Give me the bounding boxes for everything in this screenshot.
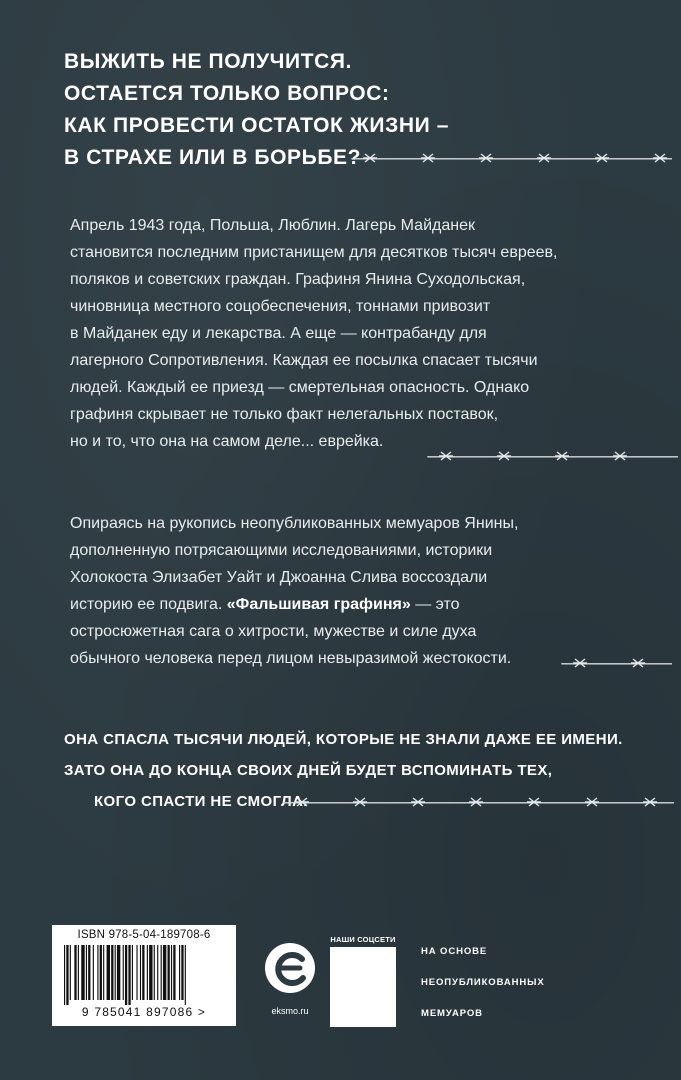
memoir-note-line: НА ОСНОВЕ — [421, 946, 488, 957]
tagline-line-2: ЗАТО ОНА ДО КОНЦА СВОИХ ДНЕЙ БУДЕТ ВСПОМИНАТЬ ТЕХ, — [64, 762, 553, 779]
paragraph-1-line: Апрель 1943 года, Польша, Люблин. Лагерь Майданек — [70, 217, 475, 234]
memoir-note-line: МЕМУАРОВ — [421, 1008, 483, 1019]
paragraph-1-line: чиновница местного соцобеспечения, тоннами привозит — [70, 298, 491, 315]
headline-line-2: ОСТАЕТСЯ ТОЛЬКО ВОПРОС: — [64, 82, 390, 105]
paragraph-1-line: графиня скрывает не только факт нелегальных поставок, — [70, 406, 499, 423]
paragraph-2-line: Холокоста Элизабет Уайт и Джоанна Слива воссоздали — [70, 569, 488, 586]
paragraph-2-line: обычного человека перед лицом невыразимой жестокости. — [70, 650, 512, 667]
paragraph-1-line: в Майданек еду и лекарства. А еще — контрабанду для — [70, 325, 487, 342]
social-label: НАШИ СОЦСЕТИ — [330, 935, 396, 944]
book-title-emphasis: «Фальшивая графиня» — [226, 596, 411, 613]
paragraph-1-line: но и то, что она на самом деле... еврейка. — [70, 433, 384, 450]
publisher-url: eksmo.ru — [271, 1006, 309, 1016]
headline-line-1: ВЫЖИТЬ НЕ ПОЛУЧИТСЯ. — [64, 50, 353, 73]
isbn-text: ISBN 978-5-04-189708-6 — [77, 929, 211, 941]
paragraph-2-text: — это — [410, 596, 460, 613]
paragraph-1-line: поляков и советских граждан. Графиня Янина Суходольская, — [70, 271, 526, 288]
paragraph-2-line: Опираясь на рукопись неопубликованных мемуаров Янины, — [70, 515, 519, 532]
barcode-digits: 9 785041 897086 > — [81, 1005, 207, 1019]
barbed-wire — [284, 798, 674, 806]
barbed-wire — [352, 154, 672, 162]
barbed-wire — [428, 452, 678, 460]
memoir-note-line: НЕОПУБЛИКОВАННЫХ — [421, 977, 545, 988]
paragraph-2-line: дополненную потрясающими исследованиями, историки — [70, 542, 493, 559]
tagline-line-3: КОГО СПАСТИ НЕ СМОГЛА. — [94, 793, 308, 810]
paragraph-2-text: историю ее подвига. — [70, 596, 227, 613]
paragraph-1-line: становится последним пристанищем для десятков тысяч евреев, — [70, 244, 558, 261]
headline-line-4: В СТРАХЕ ИЛИ В БОРЬБЕ? — [64, 146, 362, 169]
paragraph-2-line: остросюжетная сага о хитрости, мужестве и силе духа — [70, 623, 477, 640]
barbed-wire — [562, 659, 672, 667]
tagline-line-1: ОНА СПАСЛА ТЫСЯЧИ ЛЮДЕЙ, КОТОРЫЕ НЕ ЗНАЛИ ДАЖЕ ЕЕ ИМЕНИ. — [64, 731, 623, 748]
headline-line-3: КАК ПРОВЕСТИ ОСТАТОК ЖИЗНИ – — [64, 114, 450, 137]
paragraph-1-line: людей. Каждый ее приезд — смертельная опасность. Однако — [70, 379, 530, 396]
paragraph-1-line: лагерного Сопротивления. Каждая ее посылка спасает тысячи — [70, 352, 538, 369]
